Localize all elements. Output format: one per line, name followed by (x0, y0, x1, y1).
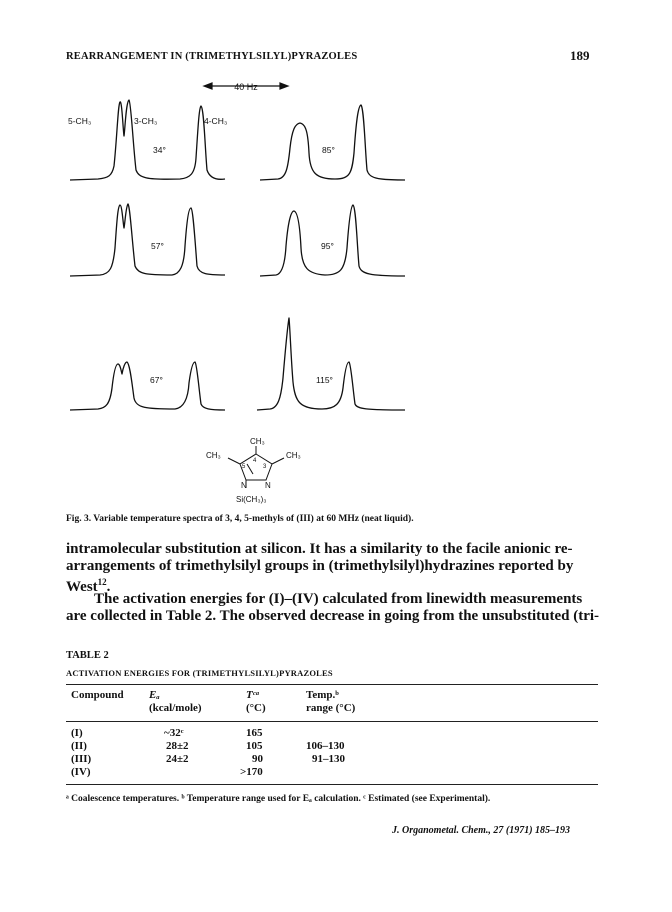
cell-compound: (II) (71, 740, 87, 752)
table-label: TABLE 2 (66, 650, 109, 661)
cell-range: 91–130 (312, 753, 345, 765)
header-temp-line2: range (°C) (306, 702, 356, 714)
header-tc-symbol: Tᶜᵃ (246, 689, 259, 701)
struct-pos3: 3 (263, 464, 267, 470)
struct-n2: N (265, 481, 271, 490)
header-tc (246, 689, 266, 715)
temp-label-115: 115° (316, 375, 333, 385)
reference-12: 12 (97, 577, 107, 587)
header-ea-symbol: Eₐ (149, 689, 160, 701)
figure-caption: Fig. 3. Variable temperature spectra of 3, 4, 5-methyls of (III) at 60 MHz (neat liquid). (66, 514, 414, 524)
scale-arrow-left (204, 83, 212, 89)
cell-ea: 24±2 (166, 753, 189, 765)
temp-label-67: 67° (150, 375, 163, 385)
scale-arrow-right (280, 83, 288, 89)
table-bottom-rule (66, 784, 598, 785)
header-temp-range (306, 689, 355, 715)
spectrum-34 (70, 100, 228, 180)
para1-author: West (66, 579, 98, 595)
spectrum-85 (260, 105, 405, 180)
table-row (66, 753, 598, 766)
header-ea-unit: (kcal/mole) (149, 702, 202, 714)
header-temp-line1: Temp.ᵇ (306, 689, 339, 701)
paragraph-2 (66, 591, 611, 624)
table-row (66, 727, 598, 740)
cell-tc: 165 (246, 727, 263, 739)
table-footnote: ᵃ Coalescence temperatures. ᵇ Temperature range used for Eₐ calculation. ᶜ Estimated (see Experimental). (66, 794, 491, 804)
pyrazole-structure (228, 446, 284, 488)
page-number: 189 (570, 48, 590, 63)
temp-label-34: 34° (153, 145, 166, 155)
paragraph-1 (66, 541, 611, 596)
struct-n1: N (241, 481, 247, 490)
temp-label-95: 95° (321, 241, 334, 251)
table-title: ACTIVATION ENERGIES FOR (TRIMETHYLSILYL)PYRAZOLES (66, 668, 333, 678)
para1-end: . (106, 579, 111, 595)
struct-pos5: 5 (242, 464, 246, 470)
peak-label-5ch3: 5-CH₃ (68, 116, 92, 126)
para2-line-1: The activation energies for (I)–(IV) calculated from linewidth measurements (94, 591, 583, 607)
struct-ch3-top: CH₃ (250, 437, 265, 446)
table-header-rule (66, 721, 598, 722)
cell-ea: 28±2 (166, 740, 189, 752)
table-row (66, 766, 598, 779)
cell-compound: (IV) (71, 766, 91, 778)
cell-tc: >170 (240, 766, 263, 778)
cell-tc: 90 (252, 753, 263, 765)
nmr-spectra-figure (60, 78, 620, 508)
cell-range: 106–130 (306, 740, 345, 752)
running-header: REARRANGEMENT IN (TRIMETHYLSILYL)PYRAZOLES (66, 51, 358, 62)
table-header (66, 689, 598, 719)
table-body (66, 727, 598, 779)
spectrum-115 (257, 318, 405, 410)
para1-line-2: arrangements of trimethylsilyl groups in (trimethylsilyl)hydrazines reported by (66, 557, 574, 574)
struct-ch3-right: CH₃ (286, 451, 301, 460)
temp-label-85: 85° (322, 145, 335, 155)
peak-label-3ch3: 3-CH₃ (134, 116, 158, 126)
para1-line-1: intramolecular substitution at silicon. It has a similarity to the facile anionic re- (66, 541, 573, 557)
para2-line-2: are collected in Table 2. The observed decrease in going from the unsubstituted (tri- (66, 607, 600, 624)
cell-compound: (III) (71, 753, 92, 765)
peak-label-4ch3: 4-CH₃ (204, 116, 228, 126)
struct-si: Si(CH₃)₃ (236, 495, 267, 504)
struct-ch3-left: CH₃ (206, 451, 221, 460)
cell-tc: 105 (246, 740, 263, 752)
spectrum-57 (70, 204, 225, 276)
journal-reference: J. Organometal. Chem., 27 (1971) 185–193 (392, 825, 571, 836)
header-compound: Compound (71, 689, 124, 701)
cell-ea: ~32ᶜ (164, 727, 184, 739)
cell-compound: (I) (71, 727, 83, 739)
temp-label-57: 57° (151, 241, 164, 251)
table-top-rule (66, 684, 598, 685)
table-row (66, 740, 598, 753)
header-tc-unit: (°C) (246, 702, 266, 714)
header-ea (149, 689, 202, 715)
struct-pos4: 4 (253, 458, 257, 464)
scale-label: 40 Hz (234, 82, 258, 92)
spectrum-67 (70, 362, 225, 410)
